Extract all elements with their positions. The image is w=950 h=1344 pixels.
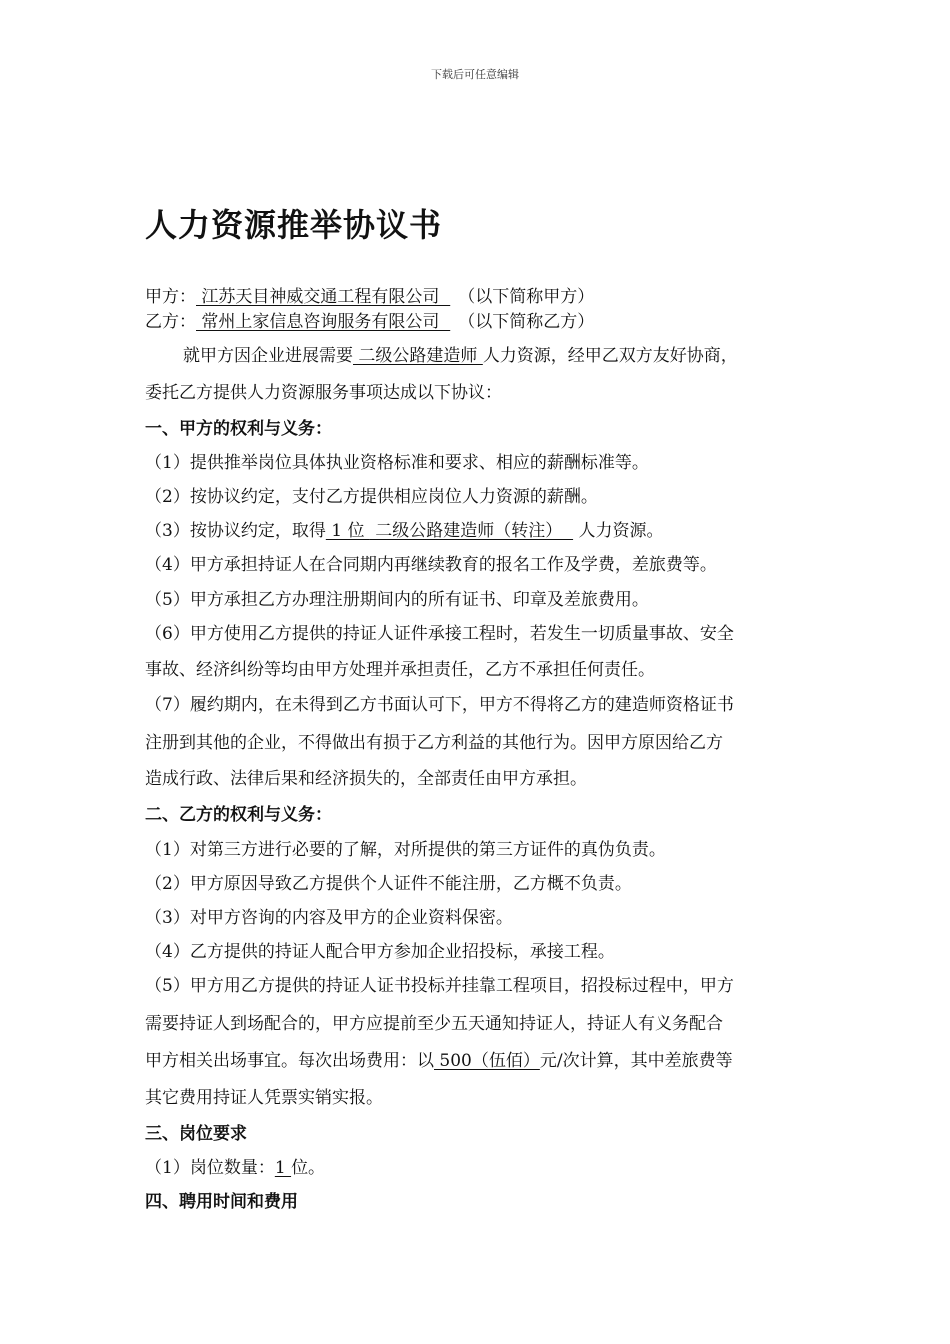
section1-item-3-text-b: 人力资源。: [573, 521, 664, 541]
fee-amount: 500（伍佰）: [434, 1051, 540, 1071]
intro-job-title: 二级公路建造师: [353, 346, 483, 366]
section1-item-7-line-3: 造成行政、法律后果和经济损失的，全部责任由甲方承担。: [145, 769, 587, 789]
section1-item-3-count: 1 位: [325, 521, 370, 541]
party-b-name: 常州上家信息咨询服务有限公司: [196, 312, 451, 332]
section2-item-1: （1）对第三方进行必要的了解，对所提供的第三方证件的真伪负责。: [145, 840, 666, 860]
party-b-note: （以下简称乙方）: [458, 312, 595, 332]
section1-item-2: （2）按协议约定，支付乙方提供相应岗位人力资源的薪酬。: [145, 487, 598, 507]
section1-item-7-line-2: 注册到其他的企业，不得做出有损于乙方利益的其他行为。因甲方原因给乙方: [145, 733, 723, 753]
section1-item-6-line-2: 事故、经济纠纷等均由甲方处理并承担责任，乙方不承担任何责任。: [145, 660, 655, 680]
section1-item-3-text-a: （3）按协议约定，取得: [145, 521, 326, 541]
section2-item-4: （4）乙方提供的持证人配合甲方参加企业招投标，承接工程。: [145, 942, 615, 962]
intro-text-b: 人力资源，经甲乙双方友好协商，: [482, 346, 738, 366]
section1-item-1: （1）提供推举岗位具体执业资格标准和要求、相应的薪酬标准等。: [145, 453, 649, 473]
header-note: 下载后可任意编辑: [431, 68, 519, 81]
section2-item-2: （2）甲方原因导致乙方提供个人证件不能注册，乙方概不负责。: [145, 874, 632, 894]
party-a-label: 甲方：: [145, 287, 196, 307]
section1-item-7-line-1: （7）履约期内，在未得到乙方书面认可下，甲方不得将乙方的建造师资格证书: [145, 695, 734, 715]
intro-line-1: [183, 346, 738, 366]
section2-item-5-line-3: [145, 1051, 733, 1071]
party-b-line: [145, 312, 594, 332]
section1-item-3: [145, 521, 663, 541]
party-a-note: （以下简称甲方）: [458, 287, 595, 307]
fee-text-a: 甲方相关出场事宜。每次出场费用：以: [145, 1051, 434, 1071]
section1-item-4: （4）甲方承担持证人在合同期内再继续教育的报名工作及学费，差旅费等。: [145, 555, 717, 575]
intro-line-2: 委托乙方提供人力资源服务事项达成以下协议：: [145, 383, 502, 403]
party-a-name: 江苏天目神威交通工程有限公司: [196, 287, 451, 307]
party-a-line: [145, 287, 594, 307]
position-count-label: （1）岗位数量：: [145, 1158, 275, 1178]
section2-item-5-line-2: 需要持证人到场配合的，甲方应提前至少五天通知持证人，持证人有义务配合: [145, 1014, 723, 1034]
intro-text-a: 就甲方因企业进展需要: [183, 346, 353, 366]
section3-item-1: [145, 1158, 325, 1178]
section1-item-5: （5）甲方承担乙方办理注册期间内的所有证书、印章及差旅费用。: [145, 590, 649, 610]
document-title: 人力资源推举协议书: [145, 206, 443, 244]
section2-item-5-line-1: （5）甲方用乙方提供的持证人证书投标并挂靠工程项目，招投标过程中，甲方: [145, 976, 734, 996]
section2-item-5-line-4: 其它费用持证人凭票实销实报。: [145, 1088, 383, 1108]
section4-heading: 四、聘用时间和费用: [145, 1192, 298, 1212]
section2-item-3: （3）对甲方咨询的内容及甲方的企业资料保密。: [145, 908, 513, 928]
party-b-label: 乙方：: [145, 312, 196, 332]
position-count-unit: 位。: [291, 1158, 326, 1178]
section1-item-3-job: 二级公路建造师（转注）: [369, 521, 574, 541]
section1-item-6-line-1: （6）甲方使用乙方提供的持证人证件承接工程时，若发生一切质量事故、安全: [145, 624, 734, 644]
fee-text-b: 元/次计算，其中差旅费等: [539, 1051, 733, 1071]
section1-heading: 一、甲方的权利与义务：: [145, 419, 332, 439]
section3-heading: 三、岗位要求: [145, 1124, 247, 1144]
section2-heading: 二、乙方的权利与义务：: [145, 805, 332, 825]
position-count: 1: [274, 1158, 292, 1178]
